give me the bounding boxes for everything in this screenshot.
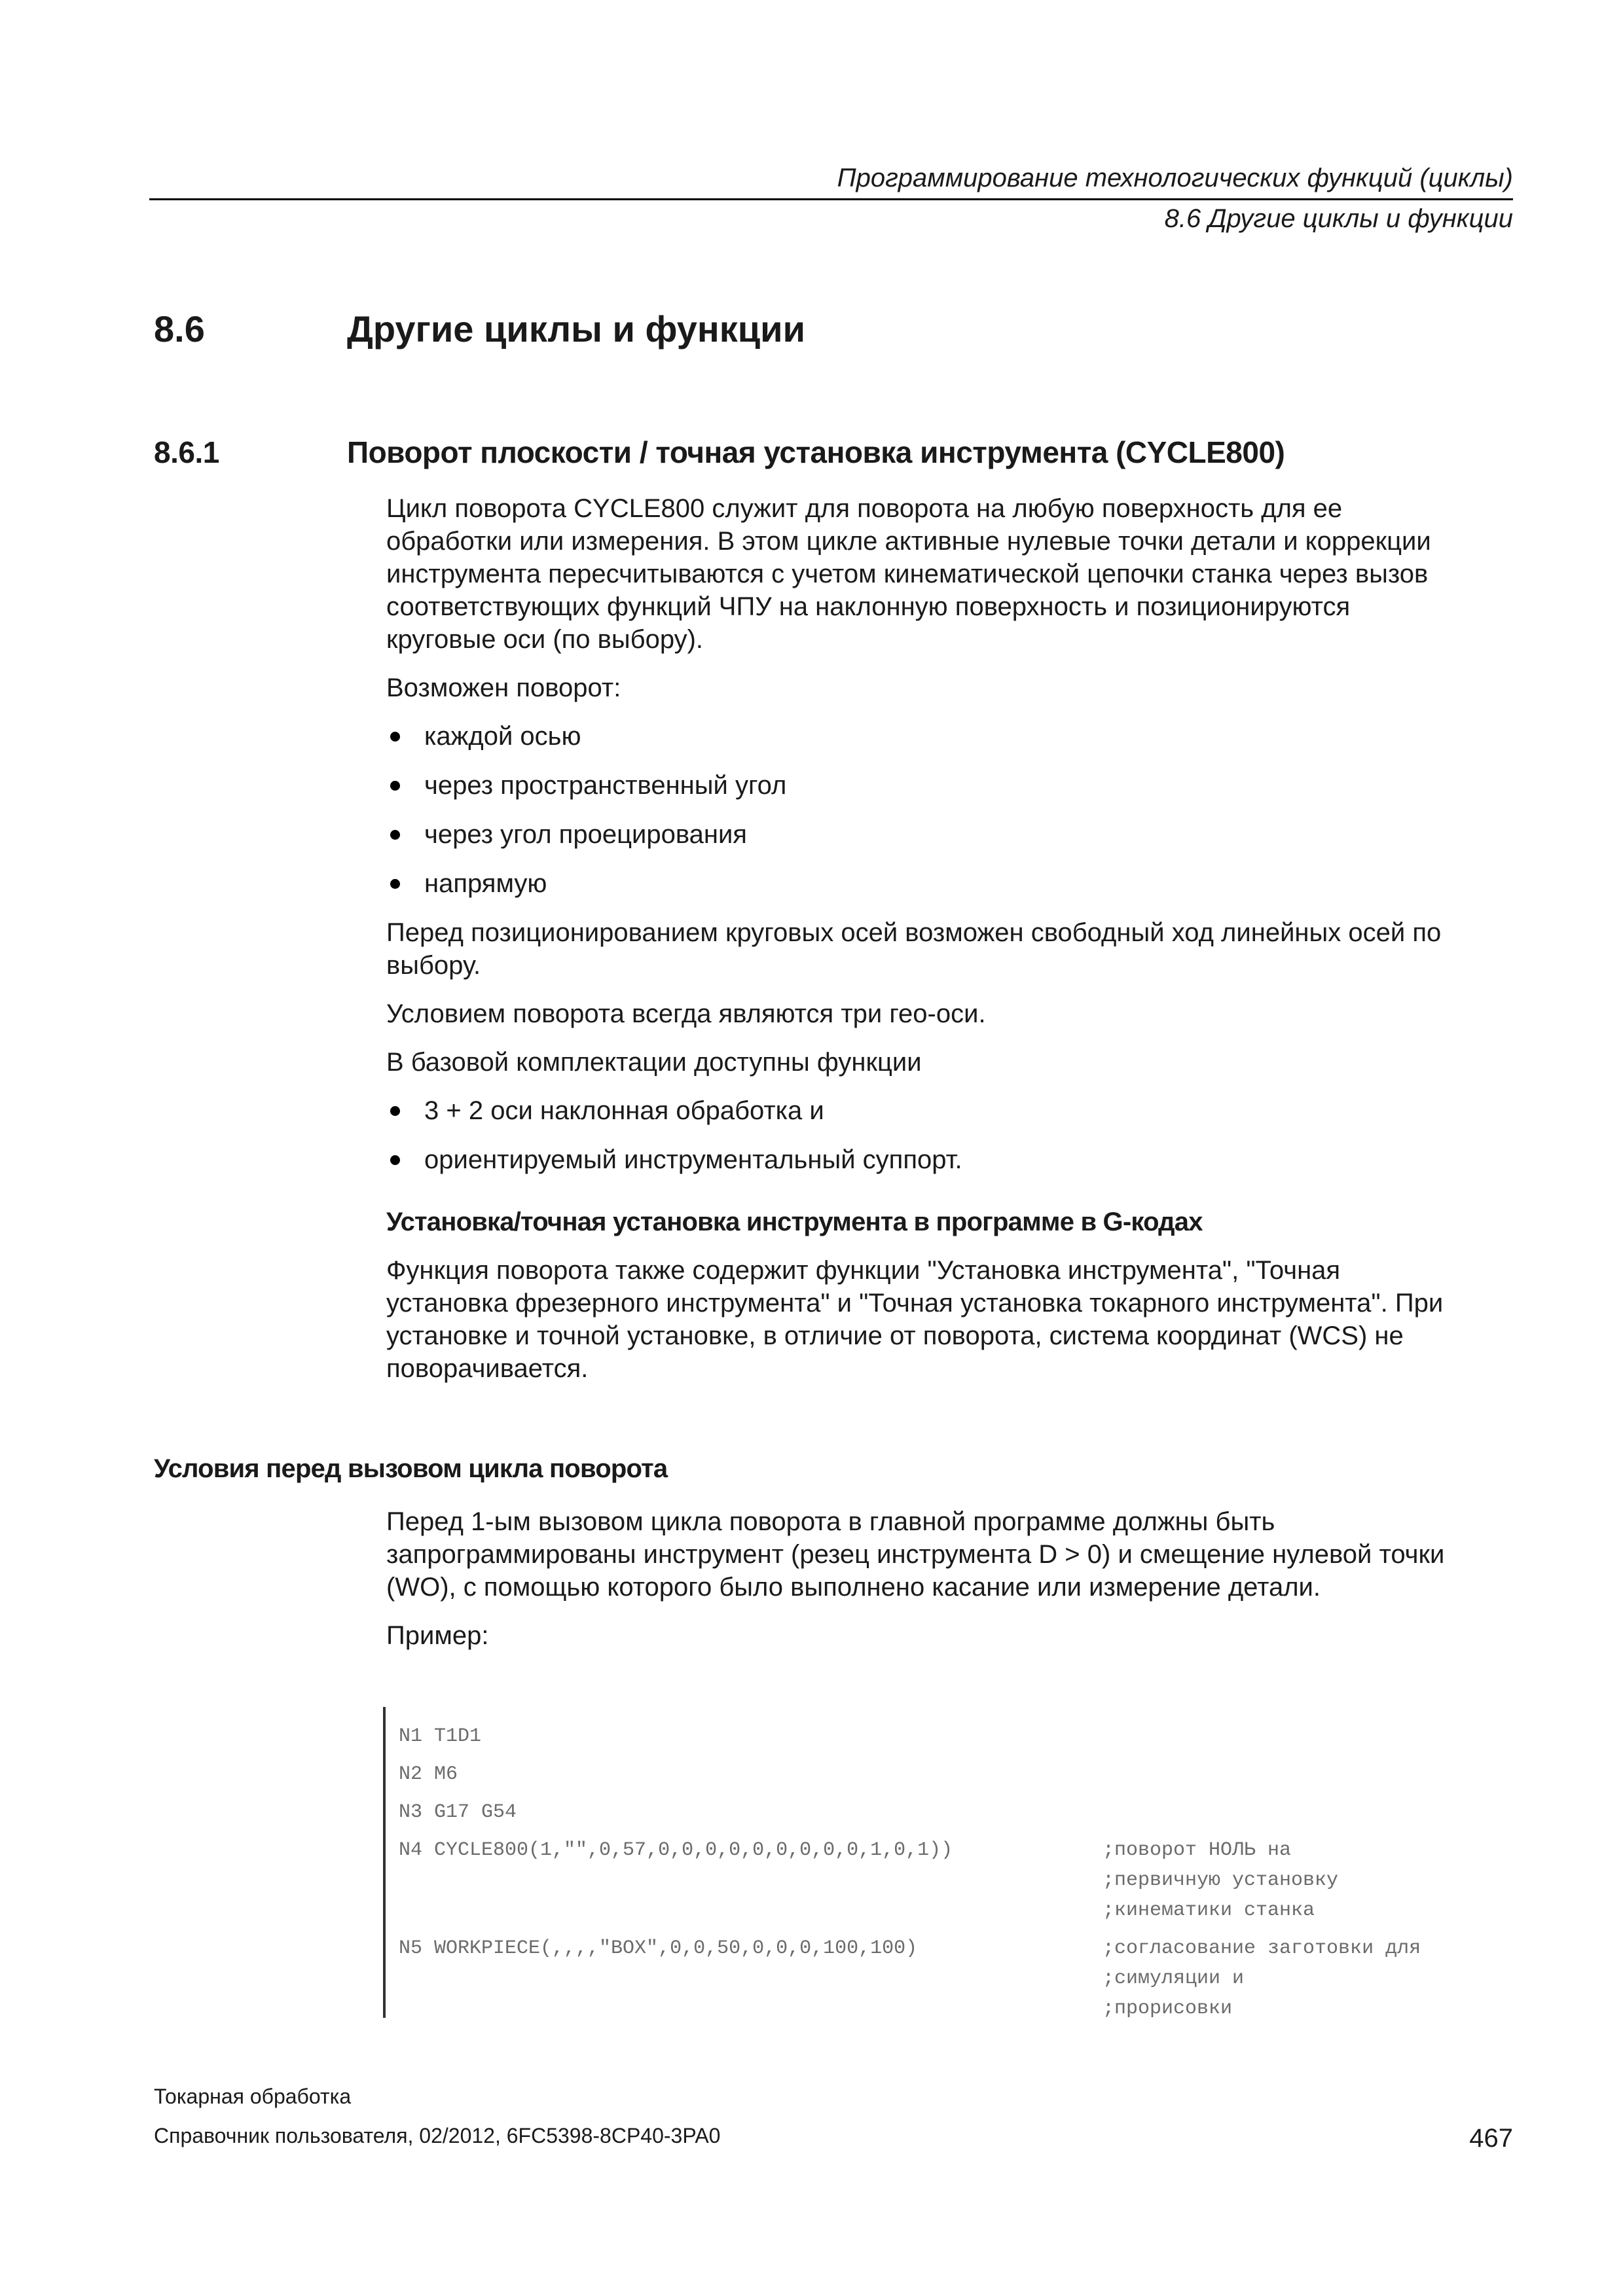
free-travel-line: Перед позиционированием круговых осей возможен свободный ход линейных осей по xyxy=(386,918,1442,947)
conditions-line: Перед 1-ым вызовом цикла поворота в главной программе должны быть xyxy=(386,1507,1275,1536)
list-item-text: каждой осью xyxy=(424,722,581,751)
section-number: 8.6 xyxy=(154,308,205,350)
code-comment: ;кинематики станка xyxy=(1103,1899,1315,1922)
subsection-heading: Установка/точная установка инструмента в программе в G-кодах xyxy=(386,1208,1203,1236)
conditions-paragraph xyxy=(386,1505,1516,1604)
list-item xyxy=(386,867,1516,900)
footer-reference: Справочник пользователя, 02/2012, 6FC5398-8CP40-3PA0 xyxy=(154,2124,721,2147)
code-comment: ;первичную установку xyxy=(1103,1869,1339,1892)
list-item-text: напрямую xyxy=(424,869,547,898)
free-travel-line: выбору. xyxy=(386,951,481,980)
intro-line: Цикл поворота CYCLE800 служит для поворота на любую поверхность для ее xyxy=(386,494,1343,523)
possible-list xyxy=(386,720,1516,900)
intro-line: круговые оси (по выбору). xyxy=(386,625,704,654)
conditions-heading: Условия перед вызовом цикла поворота xyxy=(154,1454,668,1483)
conditions-body xyxy=(386,1505,1516,1668)
conditions-line: (WO), с помощью которого было выполнено касание или измерение детали. xyxy=(386,1573,1321,1602)
code-line: N2 M6 xyxy=(399,1763,458,1785)
subsection-line: установке и точной установке, в отличие от поворота, система координат (WCS) не xyxy=(386,1321,1404,1350)
subsection-number: 8.6.1 xyxy=(154,435,219,469)
intro-line: инструмента пересчитываются с учетом кинематической цепочки станка через вызов xyxy=(386,560,1429,588)
subsection-line: установка фрезерного инструмента" и "Точная установка токарного инструмента". При xyxy=(386,1289,1444,1318)
list-item xyxy=(386,769,1516,802)
subsection-block xyxy=(386,1206,1516,1401)
code-line: N4 CYCLE800(1,"",0,57,0,0,0,0,0,0,0,0,0,1,0,1)) xyxy=(399,1839,953,1861)
bullet-icon xyxy=(390,781,400,791)
example-label: Пример: xyxy=(386,1621,489,1650)
conditions-line: запрограммированы инструмент (резец инструмента D > 0) и смещение нулевой точки xyxy=(386,1540,1445,1569)
basic-label: В базовой комплектации доступны функции xyxy=(386,1048,922,1077)
code-comment: ;симуляции и xyxy=(1103,1967,1245,1990)
bullet-icon xyxy=(390,879,400,889)
code-line: N1 T1D1 xyxy=(399,1725,482,1748)
free-travel-paragraph xyxy=(386,916,1516,982)
list-item xyxy=(386,1094,1516,1127)
code-comment: ;согласование заготовки для xyxy=(1103,1937,1421,1960)
running-header-section: 8.6 Другие циклы и функции xyxy=(1164,204,1513,233)
bullet-icon xyxy=(390,1106,400,1116)
list-item xyxy=(386,818,1516,851)
intro-body xyxy=(386,492,1516,1193)
running-header-chapter: Программирование технологических функций (циклы) xyxy=(837,164,1513,192)
list-item xyxy=(386,1143,1516,1176)
code-line: N3 G17 G54 xyxy=(399,1801,517,1823)
basic-list xyxy=(386,1094,1516,1176)
intro-paragraph xyxy=(386,492,1516,656)
bullet-icon xyxy=(390,732,400,742)
list-item-text: ориентируемый инструментальный суппорт. xyxy=(424,1145,962,1174)
code-comment: ;поворот НОЛЬ на xyxy=(1103,1839,1292,1861)
header-rule xyxy=(149,198,1513,200)
list-item xyxy=(386,720,1516,753)
subsection-title: Поворот плоскости / точная установка инструмента (CYCLE800) xyxy=(347,435,1285,469)
subsection-paragraph xyxy=(386,1254,1516,1385)
intro-line: обработки или измерения. В этом цикле активные нулевые точки детали и коррекции xyxy=(386,527,1431,556)
list-item-text: 3 + 2 оси наклонная обработка и xyxy=(424,1096,824,1125)
page-number: 467 xyxy=(1469,2124,1513,2153)
code-line: N5 WORKPIECE(,,,,"BOX",0,0,50,0,0,0,100,100) xyxy=(399,1937,918,1960)
condition-paragraph: Условием поворота всегда являются три гео-оси. xyxy=(386,999,986,1028)
code-comment: ;прорисовки xyxy=(1103,1998,1233,2020)
subsection-line: Функция поворота также содержит функции "Установка инструмента", "Точная xyxy=(386,1256,1341,1285)
intro-line: соответствующих функций ЧПУ на наклонную поверхность и позиционируются xyxy=(386,592,1351,621)
possible-label: Возможен поворот: xyxy=(386,673,621,702)
footer-book-title: Токарная обработка xyxy=(154,2085,352,2108)
subsection-line: поворачивается. xyxy=(386,1354,589,1383)
bullet-icon xyxy=(390,830,400,840)
bullet-icon xyxy=(390,1155,400,1165)
list-item-text: через пространственный угол xyxy=(424,771,787,800)
section-title: Другие циклы и функции xyxy=(347,308,805,350)
code-example xyxy=(383,1707,1515,2018)
list-item-text: через угол проецирования xyxy=(424,820,747,849)
